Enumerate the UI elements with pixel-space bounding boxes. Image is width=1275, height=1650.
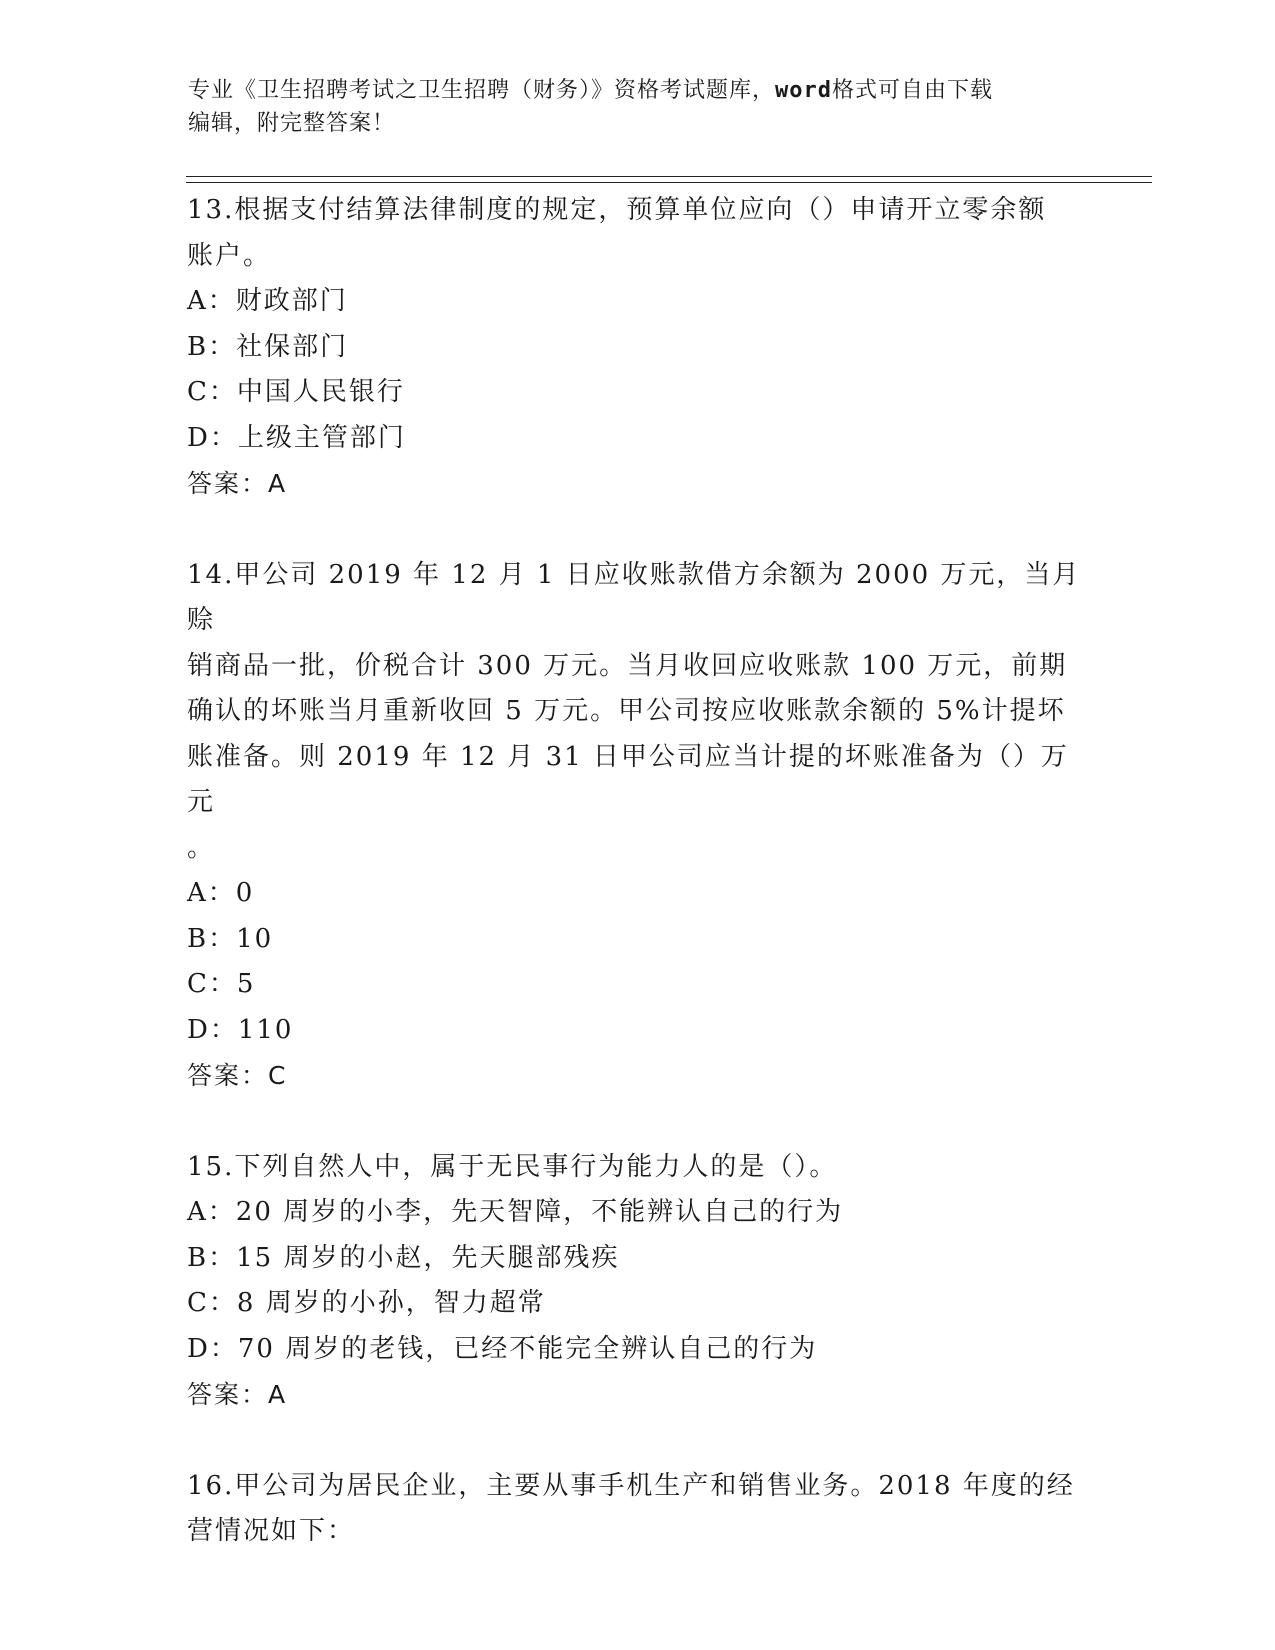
question-stem-line: 确认的坏账当月重新收回 5 万元。甲公司按应收账款余额的 5%计提坏 [187, 696, 1066, 726]
question-answer: 答案：A [187, 469, 288, 498]
question-list [187, 188, 1087, 1555]
question-stem-line: 14.甲公司 2019 年 12 月 1 日应收账款借方余额为 2000 万元，当月赊 [187, 559, 1081, 635]
document-header [188, 74, 1088, 140]
question-option: C：中国人民银行 [187, 377, 405, 407]
header-line-1-post: 格式可自由下载 [832, 78, 994, 103]
question-stem-line: 13.根据支付结算法律制度的规定，预算单位应向（）申请开立零余额 [187, 195, 1047, 225]
question-answer: 答案：C [187, 1061, 288, 1090]
question-stem-line: 营情况如下： [187, 1516, 356, 1546]
header-divider-bottom [186, 182, 1152, 183]
question-13 [187, 188, 1087, 507]
question-stem-line: 销商品一批，价税合计 300 万元。当月收回应收账款 100 万元，前期 [187, 650, 1068, 681]
question-spacer [187, 507, 1087, 553]
question-option: A：财政部门 [187, 286, 348, 316]
question-stem-line: 账户。 [187, 240, 272, 271]
question-stem-line: 账准备。则 2019 年 12 月 31 日甲公司应当计提的坏账准备为（）万元 [187, 741, 1069, 817]
question-answer: 答案：A [187, 1380, 288, 1409]
question-spacer [187, 1099, 1087, 1145]
question-16 [187, 1464, 1087, 1555]
question-option: A：20 周岁的小李，先天智障，不能辨认自己的行为 [187, 1197, 844, 1227]
question-14 [187, 553, 1087, 1099]
question-spacer [187, 1418, 1087, 1464]
header-line-1-pre: 专业《卫生招聘考试之卫生招聘（财务）》资格考试题库， [188, 78, 776, 103]
header-line-1 [188, 74, 1088, 107]
question-option: D：70 周岁的老钱，已经不能完全辨认自己的行为 [187, 1333, 818, 1364]
question-stem-line: 16.甲公司为居民企业，主要从事手机生产和销售业务。2018 年度的经 [187, 1470, 1075, 1501]
question-15 [187, 1145, 1087, 1418]
question-option: B：15 周岁的小赵，先天腿部残疾 [187, 1242, 620, 1273]
header-line-2: 编辑，附完整答案！ [188, 111, 396, 136]
question-option: C：8 周岁的小孙，智力超常 [187, 1288, 546, 1318]
question-option: D：110 [187, 1014, 294, 1045]
question-option: D：上级主管部门 [187, 422, 406, 453]
question-option: A：0 [187, 878, 255, 908]
header-divider-top [186, 176, 1152, 177]
question-option: B：社保部门 [187, 331, 349, 362]
question-option: B：10 [187, 923, 274, 954]
question-option: C：5 [187, 969, 256, 999]
question-stem-line: 15.下列自然人中，属于无民事行为能力人的是（）。 [187, 1151, 838, 1182]
header-line-1-bold: word [775, 78, 832, 103]
question-stem-line: 。 [187, 832, 216, 863]
